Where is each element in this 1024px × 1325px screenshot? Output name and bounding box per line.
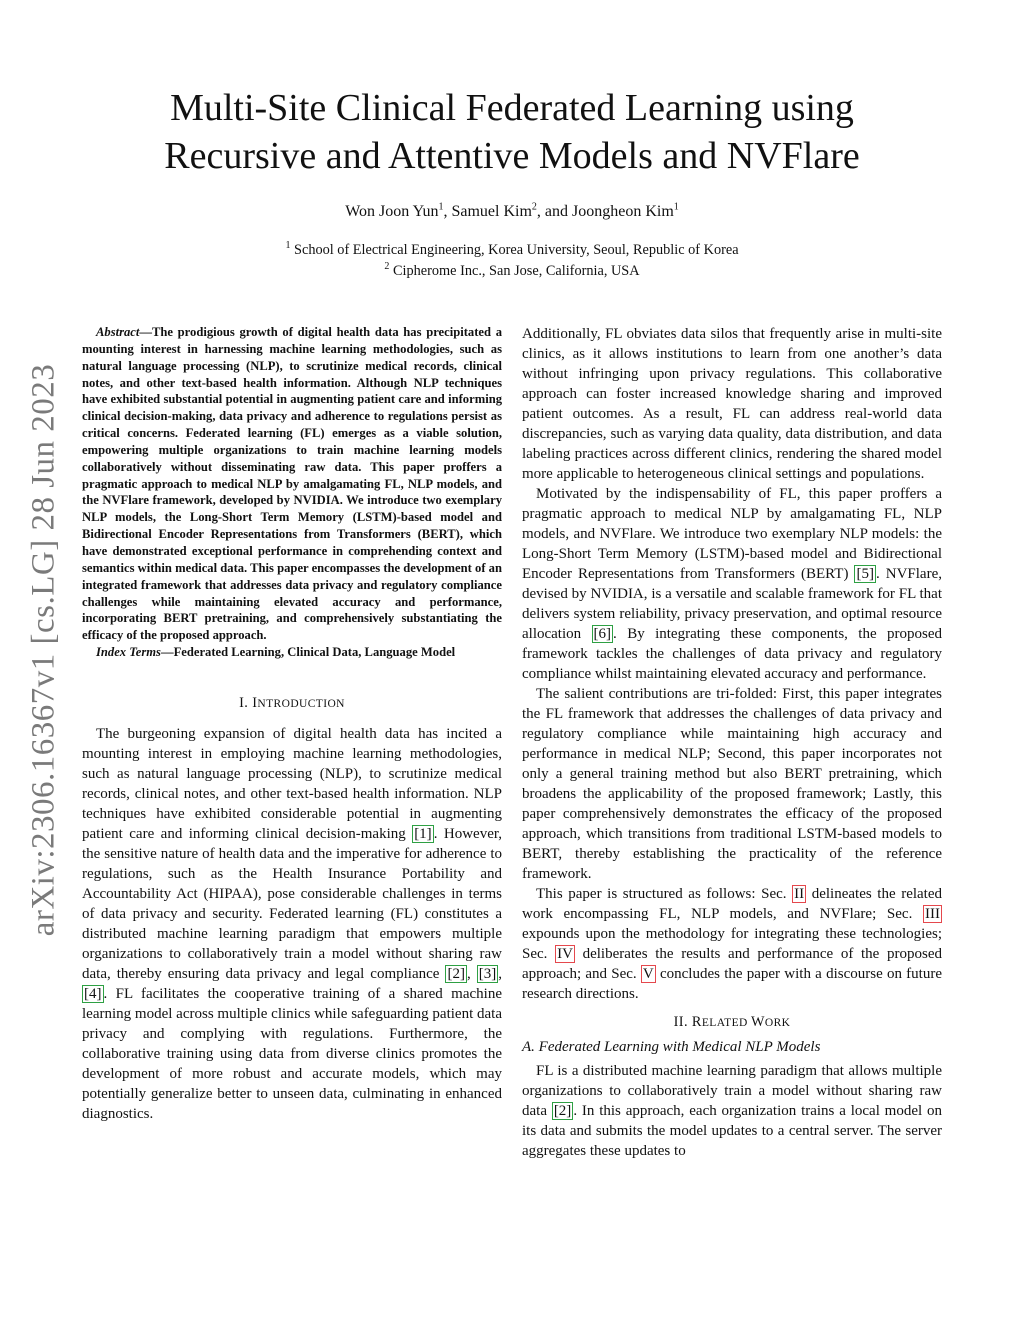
author-separator: , and (536, 203, 572, 220)
affiliation-line (80, 261, 944, 282)
citation-link[interactable]: [2] (447, 965, 465, 982)
abstract (82, 324, 502, 644)
section-title-initial: W (750, 1014, 765, 1030)
subsection-heading: A. Federated Learning with Medical NLP Models (522, 1039, 821, 1055)
section-reference-link[interactable]: III (925, 906, 940, 922)
paper-header (80, 84, 944, 282)
section-number: I. (239, 694, 253, 711)
title-line-2: Recursive and Attentive Models and NVFlare (164, 135, 860, 177)
citation-link[interactable]: [5] (856, 566, 874, 582)
body-paragraph (522, 884, 942, 1004)
text-run: . By integrating these components, the proposed framework tackles the challenges of data privacy and regulatory compliance whilst maintaining elevated accuracy and performance. (522, 626, 942, 682)
left-column (82, 324, 502, 1124)
text-run: FL is a distributed machine learning paradigm that allows multiple organizations to collaboratively train a model without sharing raw data (522, 1063, 942, 1119)
citation-link[interactable]: [6] (593, 626, 612, 642)
section-heading-related-work (522, 1014, 942, 1031)
citation-link[interactable]: [4] (84, 985, 102, 1002)
paper-title (80, 84, 944, 180)
affiliations (80, 240, 944, 282)
author-name: Won Joon Yun (345, 203, 439, 220)
affil-mark: 2 (384, 261, 390, 273)
section-heading-introduction (82, 695, 502, 712)
affil-text: Cipherome Inc., San Jose, California, USA (392, 263, 640, 279)
section-title-rest: ORK (764, 1017, 791, 1029)
text-run: , (498, 965, 502, 982)
text-run: . NVFlare, devised by NVIDIA, is a versatile and scalable framework for FL that delivers system reliability, privacy preservation, and optimal resource allocation (522, 566, 942, 642)
citation-link[interactable]: [3] (478, 965, 497, 982)
title-line-1: Multi-Site Clinical Federated Learning using (170, 87, 854, 129)
section-title-initial: I (252, 694, 258, 711)
affil-text: School of Electrical Engineering, Korea University, Seoul, Republic of Korea (294, 242, 739, 258)
text-run: . However, the sensitive nature of health data and the imperative for adherence to regulations, such as the Health Insurance Portability and Accountability Act (HIPAA), pose considerable challenges in terms of data privacy and security. Federated learning (FL) constitutes a distributed machine learning paradigm that empowers multiple organizations to collaboratively train a model without sharing raw data, thereby ensuring data privacy and legal compliance (82, 825, 502, 982)
citation-link[interactable]: [1] (414, 825, 432, 842)
text-run: , (466, 965, 477, 982)
body-paragraph (522, 484, 942, 684)
text-run: deliberates the results and performance of the proposed approach; and Sec. (522, 946, 942, 982)
author-affil-mark: 1 (438, 201, 444, 213)
index-terms (82, 644, 502, 661)
text-run: . FL facilitates the cooperative training of a shared machine learning model across multiple clinics while safeguarding patient data privacy and complying with regulations. Furthermore, the collaborative training using data from diverse clinics promotes the development of more robust and accurate models, which may potentially generalize better to unseen data, culminating in enhanced diagnostics. (82, 985, 502, 1122)
index-terms-text: —Federated Learning, Clinical Data, Language Model (160, 645, 456, 660)
author-affil-mark: 1 (673, 201, 679, 213)
arxiv-identifier-stamp (22, 360, 66, 940)
author-name: Samuel Kim (451, 203, 532, 220)
section-reference-link[interactable]: II (794, 886, 805, 902)
text-run: . In this approach, each organization trains a local model on its data and submits the model updates to a central server. The server aggregates these updates to (522, 1103, 942, 1159)
text-run: delineates the related work encompassing FL, NLP models, and NVFlare; Sec. (522, 886, 942, 922)
abstract-text: —The prodigious growth of digital health data has precipitated a mounting interest in harnessing machine learning methodologies, such as natural language processing (NLP), to scrutinize medical records, clinical notes, and other text-based health information. Although NLP techniques have exhibited substantial potential in augmenting patient care and informing clinical decision-making, data privacy and adherence to regulations persist as critical concerns. Federated learning (FL) emerges as a viable solution, empowering multiple organizations to train machine learning models collaboratively without disseminating raw data. This paper proffers a pragmatic approach to medical NLP by amalgamating FL, NLP models, and the NVFlare framework, developed by NVIDIA. We introduce two exemplary NLP models, the Long-Short Term Memory (LSTM)-based model and Bidirectional Encoder Representations from Transformers (BERT), which have demonstrated exceptional performance in comprehending context and semantics within medical data. This paper encompasses the development of an integrated framework that addresses data privacy and regulatory compliance challenges while maintaining elevated accuracy and performance, incorporating BERT pretraining, and comprehensively substantiating the efficacy of the proposed approach. (82, 325, 502, 643)
section-title-rest: NTRODUCTION (257, 697, 345, 710)
body-paragraph: Additionally, FL obviates data silos that frequently arise in multi-site clinics, as it allows institutions to learn from one another’s data without infringing upon privacy regulations. This collaborative approach can foster increased knowledge sharing and improved patient outcomes. As a result, FL can address real-world data discrepancies, such as varying data quality, data distribution, and data labeling practices across different clinics, rendering the shared model more applicable to heterogeneous clinical settings and populations. (522, 326, 942, 482)
affiliation-line (80, 240, 944, 261)
text-run: The burgeoning expansion of digital health data has incited a mounting interest in employing machine learning methodologies, such as natural language processing (NLP), to scrutinize medical records, clinical notes, and other text-based health information. NLP techniques have exhibited considerable potential in augmenting patient care and informing clinical decision-making (82, 725, 502, 842)
author-name: Joongheon Kim (572, 203, 674, 220)
section-title-rest: ELATED (701, 1017, 751, 1029)
right-column (522, 324, 942, 1161)
section-number: II. (673, 1014, 692, 1030)
affil-mark: 1 (285, 240, 291, 252)
author-separator: , (443, 203, 452, 220)
section-title-initial: R (691, 1014, 702, 1030)
intro-paragraph (82, 724, 502, 1124)
text-run: expounds upon the methodology for integrating these technologies; Sec. (522, 926, 942, 962)
author-affil-mark: 2 (531, 201, 537, 213)
body-paragraph: The salient contributions are tri-folded: First, this paper integrates the FL framework that addresses the challenges of data privacy and regulatory compliance while maintaining high accuracy and performance in medical NLP; Second, this paper incorporates not only a general training method but also BERT pretraining, which broadens the applicability of the proposed framework; Lastly, this paper comprehensively demonstrates the efficacy of the proposed approach, which transitions from traditional LSTM-based models to BERT, thereby establishing the practicality of the reference framework. (522, 686, 942, 882)
citation-link[interactable]: [2] (553, 1103, 572, 1119)
text-run: This paper is structured as follows: Sec. (536, 886, 793, 902)
author-list (80, 202, 944, 222)
section-reference-link[interactable]: V (642, 966, 654, 982)
abstract-label: Abstract (96, 325, 140, 339)
text-run: Motivated by the indispensability of FL, this paper proffers a pragmatic approach to medical NLP by amalgamating FL, NLP models, and NVFlare. We introduce two exemplary NLP models: the Long-Short Term Memory (LSTM)-based model and Bidirectional Encoder Representations from Transformers (BERT) (522, 486, 942, 582)
body-paragraph (522, 1061, 942, 1161)
index-terms-label: Index Terms (96, 645, 161, 660)
section-reference-link[interactable]: IV (557, 946, 573, 962)
text-run: concludes the paper with a discourse on future research directions. (522, 966, 942, 1002)
arxiv-identifier-text: arXiv:2306.16367v1 [cs.LG] 28 Jun 2023 (25, 363, 62, 937)
